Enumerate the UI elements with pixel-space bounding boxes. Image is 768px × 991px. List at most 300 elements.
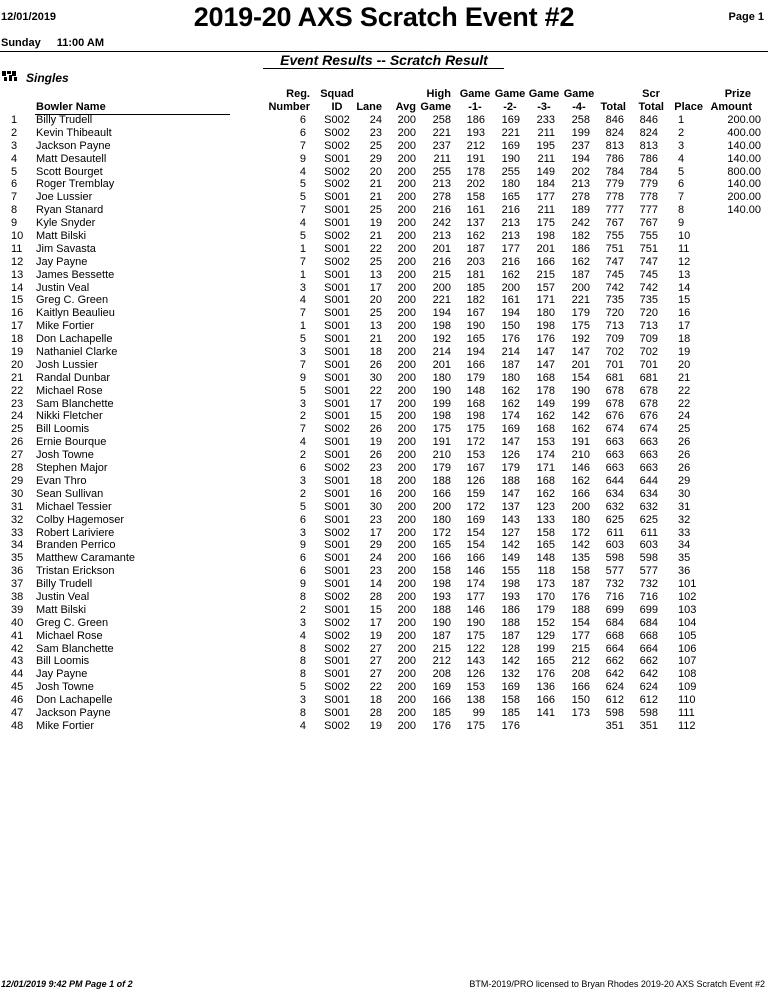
game-4: 188 [571, 603, 590, 616]
lane: 16 [369, 487, 382, 500]
row-rank: 13 [11, 268, 24, 281]
game-2: 187 [501, 629, 520, 642]
scratch-total: 784 [639, 165, 658, 178]
reg-number: 5 [299, 230, 306, 243]
row-rank: 9 [11, 217, 18, 230]
total: 755 [605, 230, 624, 243]
row-rank: 16 [11, 307, 24, 320]
table-row [0, 359, 768, 372]
total: 612 [605, 694, 624, 707]
row-rank: 10 [11, 230, 24, 243]
game-1: 146 [466, 565, 485, 578]
scratch-total: 779 [639, 178, 658, 191]
lane: 15 [369, 410, 382, 423]
squad-id: S001 [324, 694, 350, 707]
table-row [0, 398, 768, 411]
game-3: 136 [536, 681, 555, 694]
lane: 21 [369, 333, 382, 346]
game-4: 150 [571, 694, 590, 707]
game-2: 132 [501, 668, 520, 681]
game-1: 99 [472, 706, 485, 719]
high-game: 166 [432, 552, 451, 565]
squad-id: S001 [324, 655, 350, 668]
game-4: 201 [571, 358, 590, 371]
high-game: 255 [432, 165, 451, 178]
average: 200 [397, 204, 416, 217]
table-row [0, 307, 768, 320]
game-1: 166 [466, 358, 485, 371]
average: 200 [397, 668, 416, 681]
game-2: 165 [501, 191, 520, 204]
average: 200 [397, 333, 416, 346]
scratch-total: 767 [639, 217, 658, 230]
scratch-total: 709 [639, 333, 658, 346]
game-3: 152 [536, 616, 555, 629]
bowler-name: Mike Fortier [36, 320, 95, 333]
place: 26 [678, 462, 691, 475]
lane: 23 [369, 565, 382, 578]
game-3: 162 [536, 487, 555, 500]
game-1: 191 [466, 152, 485, 165]
lane: 26 [369, 449, 382, 462]
average: 200 [397, 629, 416, 642]
lane: 30 [369, 371, 382, 384]
total: 668 [605, 629, 624, 642]
bowler-name: Scott Bourget [36, 165, 103, 178]
bowler-name: Don Lachapelle [36, 333, 113, 346]
average: 200 [397, 320, 416, 333]
game-2: 216 [501, 204, 520, 217]
place: 12 [678, 255, 691, 268]
col-place: Place [674, 101, 703, 113]
game-1: 203 [466, 255, 485, 268]
game-4: 215 [571, 642, 590, 655]
scratch-total: 777 [639, 204, 658, 217]
bowler-name: Stephen Major [36, 462, 108, 475]
squad-id: S002 [324, 139, 350, 152]
squad-id: S002 [324, 178, 350, 191]
game-4: 187 [571, 578, 590, 591]
reg-number: 5 [299, 384, 306, 397]
row-rank: 21 [11, 371, 24, 384]
scratch-total: 702 [639, 346, 658, 359]
game-1: 202 [466, 178, 485, 191]
bowler-name: Nikki Fletcher [36, 410, 103, 423]
bowler-name: Sam Blanchette [36, 397, 114, 410]
game-1: 153 [466, 449, 485, 462]
total: 846 [605, 114, 624, 126]
game-1: 193 [466, 126, 485, 139]
row-rank: 12 [11, 255, 24, 268]
place: 17 [678, 320, 691, 333]
game-1: 159 [466, 487, 485, 500]
lane: 25 [369, 307, 382, 320]
table-row [0, 501, 768, 514]
bowler-name: Matthew Caramante [36, 552, 136, 565]
game-1: 126 [466, 474, 485, 487]
bowler-name: Jay Payne [36, 255, 88, 268]
average: 200 [397, 526, 416, 539]
lane: 25 [369, 139, 382, 152]
place: 36 [678, 565, 691, 578]
game-2: 174 [501, 410, 520, 423]
game-1: 172 [466, 436, 485, 449]
place: 1 [678, 114, 685, 126]
total: 735 [605, 294, 624, 307]
total: 777 [605, 204, 624, 217]
col-prize-bottom: Amount [710, 101, 752, 113]
average: 200 [397, 578, 416, 591]
game-4: 147 [571, 346, 590, 359]
game-2: 143 [501, 513, 520, 526]
game-3: 171 [536, 294, 555, 307]
game-4: 187 [571, 268, 590, 281]
bowler-name: Billy Trudell [36, 114, 93, 126]
print-date: 12/01/2019 [1, 11, 57, 23]
game-4: 158 [571, 565, 590, 578]
lane: 19 [369, 629, 382, 642]
game-3: 147 [536, 346, 555, 359]
squad-id: S001 [324, 191, 350, 204]
average: 200 [397, 462, 416, 475]
reg-number: 7 [299, 307, 306, 320]
prize-amount: 200.00 [727, 191, 761, 204]
bowler-name: Randal Dunbar [36, 371, 110, 384]
col-game1-bottom: -1- [468, 101, 482, 113]
reg-number: 4 [299, 719, 306, 732]
game-1: 138 [466, 694, 485, 707]
place: 18 [678, 333, 691, 346]
scratch-total: 674 [639, 423, 658, 436]
col-lane: Lane [356, 101, 382, 113]
high-game: 278 [432, 191, 451, 204]
scratch-total: 624 [639, 681, 658, 694]
col-reg-top: Reg. [286, 88, 310, 100]
reg-number: 8 [299, 668, 306, 681]
squad-id: S002 [324, 126, 350, 139]
reg-number: 6 [299, 513, 306, 526]
high-game: 198 [432, 578, 451, 591]
game-4: 176 [571, 590, 590, 603]
place: 107 [678, 655, 697, 668]
high-game: 180 [432, 513, 451, 526]
row-rank: 3 [11, 139, 18, 152]
bowler-name: Matt Bilski [36, 230, 87, 243]
game-3: 211 [537, 152, 555, 165]
squad-id: S002 [324, 719, 350, 732]
game-2: 150 [501, 320, 520, 333]
row-rank: 22 [11, 384, 24, 397]
game-1: 187 [466, 242, 485, 255]
scratch-total: 755 [639, 230, 658, 243]
bowler-name: Justin Veal [36, 590, 90, 603]
game-3: 184 [536, 178, 555, 191]
game-1: 174 [466, 578, 485, 591]
row-rank: 29 [11, 474, 24, 487]
high-game: 192 [432, 333, 451, 346]
game-3: 168 [536, 474, 555, 487]
bowler-name: Jay Payne [36, 668, 88, 681]
table-row [0, 681, 768, 694]
game-2: 158 [501, 694, 520, 707]
squad-id: S001 [324, 487, 350, 500]
game-3: 215 [536, 268, 555, 281]
average: 200 [397, 655, 416, 668]
total: 644 [605, 474, 624, 487]
footer-license: BTM-2019/PRO licensed to Bryan Rhodes 2019-20 AXS Scratch Event #2 [469, 979, 765, 989]
prize-amount: 400.00 [727, 126, 761, 139]
squad-id: S001 [324, 333, 350, 346]
game-2: 213 [501, 230, 520, 243]
place: 2 [678, 126, 685, 139]
scratch-total: 747 [639, 255, 658, 268]
total: 778 [605, 191, 624, 204]
reg-number: 3 [299, 281, 306, 294]
table-row [0, 668, 768, 681]
scratch-total: 611 [640, 526, 658, 539]
game-2: 177 [501, 242, 520, 255]
average: 200 [397, 513, 416, 526]
row-rank: 30 [11, 487, 24, 500]
total: 663 [605, 462, 624, 475]
game-1: 181 [466, 268, 485, 281]
reg-number: 8 [299, 590, 306, 603]
game-4: 182 [571, 230, 590, 243]
game-2: 193 [501, 590, 520, 603]
game-4: 154 [571, 371, 590, 384]
game-4: 189 [571, 204, 590, 217]
game-3: 195 [536, 139, 555, 152]
game-3: 149 [536, 397, 555, 410]
bowler-name: Michael Rose [36, 384, 103, 397]
average: 200 [397, 565, 416, 578]
game-1: 178 [466, 165, 485, 178]
squad-id: S001 [324, 294, 350, 307]
lane: 21 [369, 191, 382, 204]
place: 112 [678, 719, 696, 732]
place: 29 [678, 474, 691, 487]
lane: 28 [369, 590, 382, 603]
scratch-total: 751 [639, 242, 658, 255]
scratch-total: 663 [639, 449, 658, 462]
table-row [0, 539, 768, 552]
lane: 27 [369, 642, 382, 655]
high-game: 191 [432, 436, 451, 449]
reg-number: 5 [299, 178, 306, 191]
lane: 17 [369, 616, 382, 629]
row-rank: 33 [11, 526, 24, 539]
game-3: 148 [536, 552, 555, 565]
high-game: 166 [432, 694, 451, 707]
bowler-name: Jackson Payne [36, 706, 111, 719]
high-game: 201 [432, 242, 451, 255]
high-game: 188 [432, 474, 451, 487]
table-row [0, 114, 768, 127]
scratch-total: 577 [639, 565, 658, 578]
game-4: 210 [571, 449, 590, 462]
bowler-name: Billy Trudell [36, 578, 93, 591]
reg-number: 4 [299, 165, 306, 178]
page-number: Page 1 [728, 11, 764, 23]
total: 598 [605, 706, 624, 719]
squad-id: S002 [324, 629, 350, 642]
average: 200 [397, 384, 416, 397]
game-1: 175 [466, 423, 485, 436]
high-game: 198 [432, 410, 451, 423]
game-1: 137 [466, 217, 485, 230]
game-2: 162 [501, 397, 520, 410]
average: 200 [397, 255, 416, 268]
scratch-total: 678 [639, 397, 658, 410]
squad-id: S002 [324, 462, 350, 475]
game-2: 221 [501, 126, 520, 139]
reg-number: 9 [299, 539, 306, 552]
game-1: 154 [466, 526, 485, 539]
place: 111 [678, 706, 695, 719]
total: 824 [605, 126, 624, 139]
scratch-total: 824 [639, 126, 658, 139]
game-4: 162 [571, 474, 590, 487]
game-2: 216 [501, 255, 520, 268]
col-total: Total [600, 101, 626, 113]
game-1: 212 [466, 139, 485, 152]
game-3: 199 [536, 642, 555, 655]
high-game: 212 [432, 655, 451, 668]
game-4: 142 [571, 539, 590, 552]
total: 745 [605, 268, 624, 281]
high-game: 194 [432, 307, 451, 320]
place: 7 [678, 191, 685, 204]
row-rank: 23 [11, 397, 24, 410]
table-row [0, 333, 768, 346]
row-rank: 8 [11, 204, 18, 217]
squad-id: S002 [324, 616, 350, 629]
row-rank: 35 [11, 552, 24, 565]
high-game: 216 [432, 204, 451, 217]
col-prize-top: Prize [724, 88, 751, 100]
high-game: 221 [432, 294, 451, 307]
total: 663 [605, 436, 624, 449]
scratch-total: 603 [639, 539, 658, 552]
place: 22 [678, 384, 691, 397]
high-game: 215 [432, 268, 451, 281]
game-2: 198 [501, 578, 520, 591]
reg-number: 6 [299, 462, 306, 475]
total: 664 [605, 642, 624, 655]
average: 200 [397, 281, 416, 294]
scratch-total: 642 [639, 668, 658, 681]
squad-id: S001 [324, 371, 350, 384]
lane: 17 [369, 281, 382, 294]
place: 110 [678, 694, 696, 707]
game-1: 153 [466, 681, 485, 694]
high-game: 175 [432, 423, 451, 436]
row-rank: 47 [11, 706, 24, 719]
bowler-name: Sam Blanchette [36, 642, 114, 655]
table-row [0, 204, 768, 217]
game-2: 169 [501, 681, 520, 694]
lane: 17 [369, 526, 382, 539]
game-2: 186 [501, 603, 520, 616]
game-1: 148 [466, 384, 485, 397]
game-3: 141 [536, 706, 555, 719]
game-4: 166 [571, 487, 590, 500]
game-1: 167 [466, 307, 485, 320]
place: 21 [678, 371, 691, 384]
game-3: 168 [536, 423, 555, 436]
squad-id: S001 [324, 706, 350, 719]
lane: 22 [369, 384, 382, 397]
row-rank: 2 [11, 126, 18, 139]
place: 22 [678, 397, 691, 410]
table-row [0, 140, 768, 153]
place: 15 [678, 294, 691, 307]
col-scr-top: Scr [642, 88, 660, 100]
game-4: 202 [571, 165, 590, 178]
average: 200 [397, 294, 416, 307]
game-3: 157 [536, 281, 555, 294]
average: 200 [397, 126, 416, 139]
reg-number: 5 [299, 333, 306, 346]
average: 200 [397, 694, 416, 707]
reg-number: 2 [299, 603, 306, 616]
bowler-name: Greg C. Green [36, 616, 109, 629]
game-2: 176 [501, 333, 520, 346]
total: 720 [605, 307, 624, 320]
place: 105 [678, 629, 697, 642]
high-game: 215 [432, 642, 451, 655]
scratch-total: 663 [639, 462, 658, 475]
game-4: 173 [571, 706, 590, 719]
bowler-name: Matt Bilski [36, 603, 87, 616]
average: 200 [397, 500, 416, 513]
col-reg-bottom: Number [268, 101, 310, 113]
scratch-total: 716 [639, 590, 658, 603]
high-game: 180 [432, 371, 451, 384]
game-2: 190 [501, 152, 520, 165]
average: 200 [397, 178, 416, 191]
event-day-time [1, 37, 120, 49]
game-2: 194 [501, 307, 520, 320]
game-2: 142 [501, 539, 520, 552]
game-1: 158 [466, 191, 485, 204]
total: 642 [605, 668, 624, 681]
lane: 26 [369, 423, 382, 436]
game-1: 167 [466, 462, 485, 475]
game-3: 168 [536, 371, 555, 384]
total: 674 [605, 423, 624, 436]
lane: 27 [369, 668, 382, 681]
total: 767 [605, 217, 624, 230]
game-3: 176 [536, 668, 555, 681]
place: 30 [678, 487, 691, 500]
col-avg: Avg [395, 101, 416, 113]
bowler-name: Kyle Snyder [36, 217, 96, 230]
row-rank: 25 [11, 423, 24, 436]
reg-number: 9 [299, 152, 306, 165]
scratch-total: 846 [639, 114, 658, 126]
average: 200 [397, 152, 416, 165]
place: 9 [678, 217, 685, 230]
squad-id: S002 [324, 681, 350, 694]
squad-id: S001 [324, 565, 350, 578]
game-2: 147 [501, 436, 520, 449]
col-scr-bottom: Total [638, 101, 664, 113]
total: 742 [605, 281, 624, 294]
scratch-total: 778 [639, 191, 658, 204]
place: 8 [678, 204, 685, 217]
squad-id: S001 [324, 204, 350, 217]
